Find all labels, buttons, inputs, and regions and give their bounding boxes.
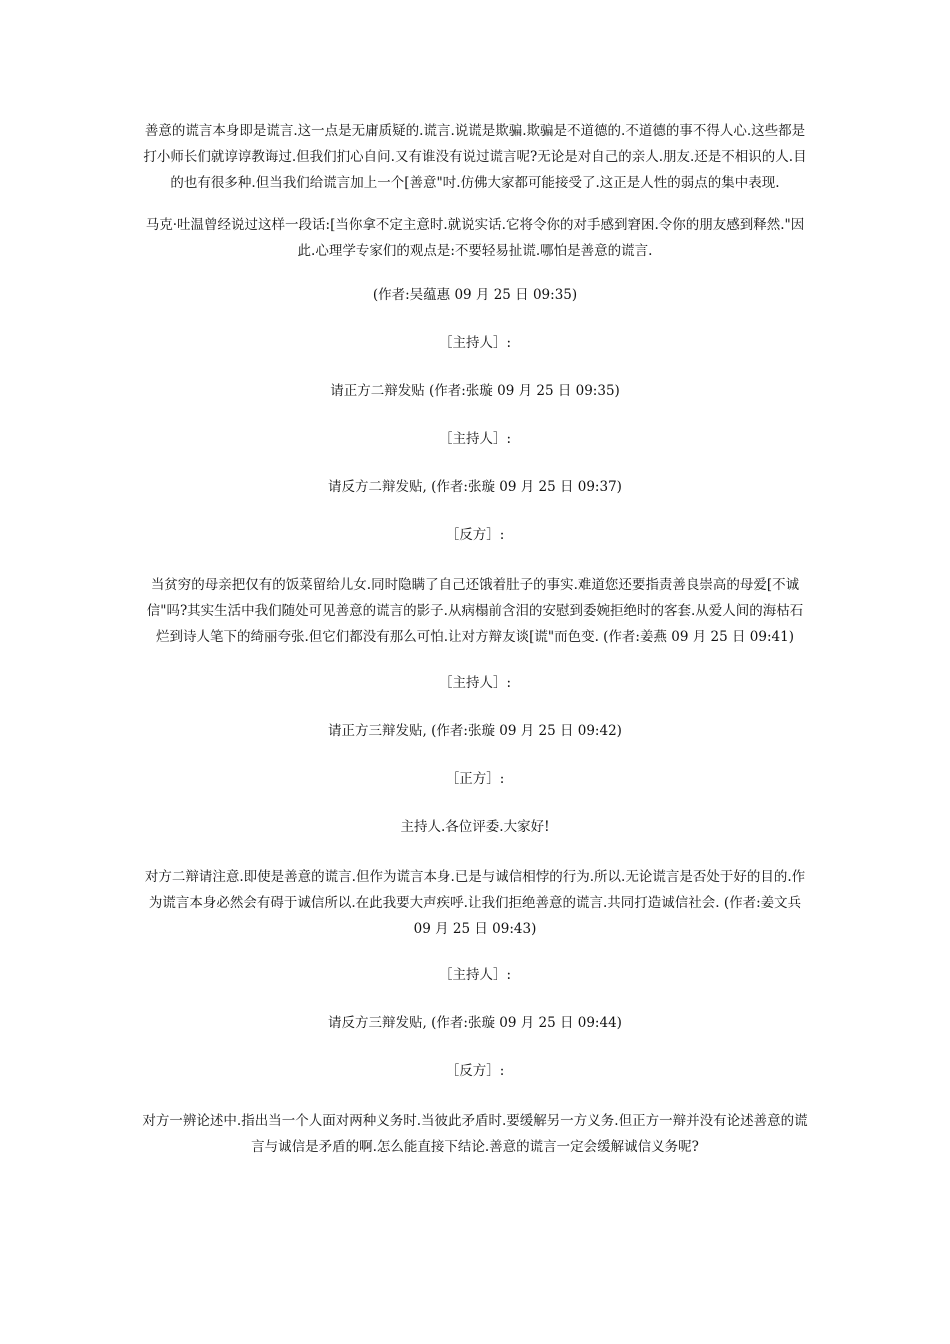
host-statement: 请正方二辩发贴 (作者:张璇 09 月 25 日 09:35) [330, 383, 620, 399]
speaker-opposition: ［反方］: [445, 1063, 505, 1079]
paragraph-intro: 善意的谎言本身即是谎言.这一点是无庸质疑的.谎言.说谎是欺骗.欺骗是不道德的.不道德的事不得人心.这些都是打小师长们就谆谆教诲过.但我们扪心自问.又有谁没有说过谎言呢?无论是对自己的亲人.朋友.还是不相识的人.目的也有很多种.但当我们给谎言加上一个[善意"吋.仿佛大家都可能接受了.这正是人性的弱点的集中表现. [143, 123, 807, 191]
speaker-affirmative: ［正方］: [445, 771, 505, 787]
host-statement: 请反方二辩发贴, (作者:张璇 09 月 25 日 09:37) [328, 479, 622, 495]
author-line: (作者:吴蕴惠 09 月 25 日 09:35) [372, 287, 578, 303]
speaker-host: ［主持人］: [438, 967, 512, 983]
speaker-host: ［主持人］: [438, 335, 512, 351]
greeting-line: 主持人.各位评委.大家好! [400, 819, 550, 835]
paragraph-opposition-second: 当贫穷的母亲把仅有的饭菜留给儿女.同时隐瞒了自己还饿着肚子的事实.难道您还要指责善良崇高的母爱[不诚信"吗?其实生活中我们随处可见善意的谎言的影子.从病榻前含泪的安慰到委婉拒绝时的客套.从爱人间的海枯石烂到诗人笔下的绮丽夸张.但它们都没有那么可怕.让对方辩友谈[谎"而色变. (作者:姜燕 09 月 25 日 09:41) [146, 577, 804, 645]
host-statement: 请正方三辩发贴, (作者:张璇 09 月 25 日 09:42) [328, 723, 622, 739]
paragraph-quote: 马克·吐温曾经说过这样一段话:[当你拿不定主意时.就说实话.它将令你的对手感到窘困.令你的朋友感到释然."因此.心理学专家们的观点是:不要轻易扯谎.哪怕是善意的谎言. [145, 217, 805, 259]
speaker-host: ［主持人］: [438, 431, 512, 447]
paragraph-affirmative-third: 对方二辩请注意.即使是善意的谎言.但作为谎言本身.已是与诚信相悖的行为.所以.无论谎言是否处于好的目的.作为谎言本身必然会有碍于诚信所以.在此我要大声疾呼.让我们拒绝善意的谎言.共同打造诚信社会. (作者:姜文兵 09 月 25 日 09:43) [144, 869, 806, 937]
document-body [140, 118, 810, 1176]
speaker-host: ［主持人］: [438, 675, 512, 691]
speaker-opposition: ［反方］: [445, 527, 505, 543]
host-statement: 请反方三辩发贴, (作者:张璇 09 月 25 日 09:44) [328, 1015, 622, 1031]
paragraph-opposition-third: 对方一辨论述中.指出当一个人面对两种义务时.当彼此矛盾时.要缓解另一方义务.但正方一辩并没有论述善意的谎言与诚信是矛盾的啊.怎么能直接下结论.善意的谎言一定会缓解诚信义务呢? [142, 1113, 808, 1155]
